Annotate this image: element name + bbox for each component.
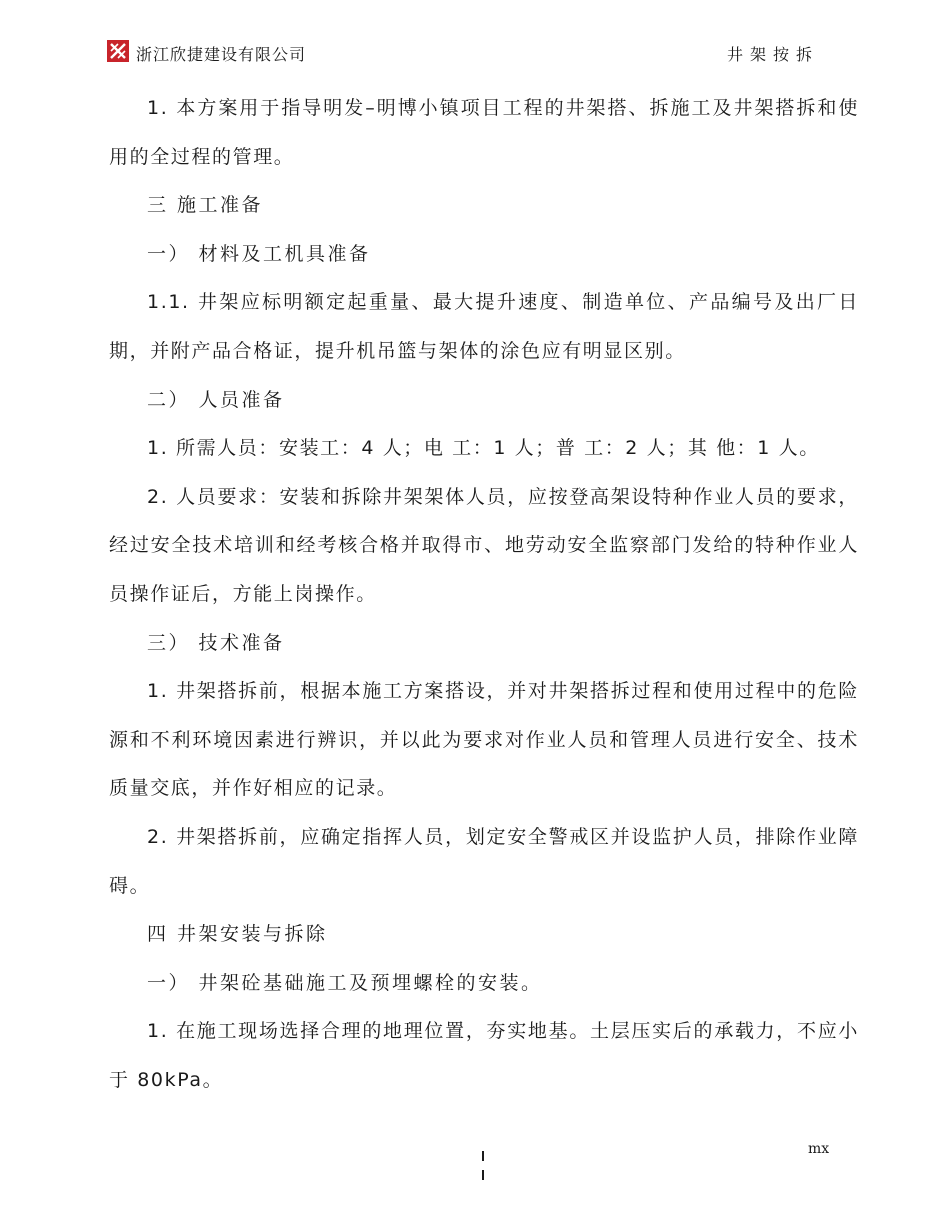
section-heading-construction-prep: 三 施工准备	[147, 194, 264, 217]
page-number-mark	[482, 1146, 487, 1156]
header-divider	[107, 70, 832, 71]
footer-text: mx	[808, 1141, 830, 1157]
page-header	[107, 40, 827, 68]
paragraph-personnel-requirements: 2. 人员要求：安装和拆除井架架体人员，应按登高架设特种作业人员的要求，经过安全技术培训和经考核合格并取得市、地劳动安全监察部门发给的特种作业人员操作证后，方能上岗操作。	[109, 485, 859, 605]
paragraph-scope: 1. 本方案用于指导明发–明博小镇项目工程的井架搭、拆施工及井架搭拆和使用的全过程的管理。	[109, 97, 859, 168]
paragraph-materials: 1.1. 井架应标明额定起重量、最大提升速度、制造单位、产品编号及出厂日期，并附产品合格证，提升机吊篮与架体的涂色应有明显区别。	[109, 291, 859, 362]
subsection-heading-foundation: 一） 井架砼基础施工及预埋螺栓的安装。	[147, 971, 543, 994]
document-body	[109, 84, 859, 1104]
company-logo-icon	[107, 40, 129, 62]
section-heading-install-remove: 四 井架安装与拆除	[147, 923, 328, 946]
paragraph-technical-2: 2. 井架搭拆前，应确定指挥人员，划定安全警戒区并设监护人员，排除作业障碍。	[109, 825, 859, 897]
paragraph-foundation: 1. 在施工现场选择合理的地理位置，夯实地基。土层压实后的承载力，不应小于 80kPa。	[109, 1020, 859, 1091]
paragraph-technical-1: 1. 井架搭拆前，根据本施工方案搭设，并对井架搭拆过程和使用过程中的危险源和不利环境因素进行辨识，并以此为要求对作业人员和管理人员进行安全、技术质量交底，并作好相应的记录。	[109, 680, 859, 800]
document-title: 井架按拆	[726, 45, 819, 64]
paragraph-personnel-count: 1. 所需人员：安装工：4 人；电 工：1 人；普 工：2 人；其 他：1 人。	[147, 437, 820, 460]
subsection-heading-materials: 一） 材料及工机具准备	[147, 242, 371, 265]
subsection-heading-personnel: 二） 人员准备	[147, 388, 285, 411]
company-name: 浙江欣捷建设有限公司	[136, 45, 307, 64]
subsection-heading-technical: 三） 技术准备	[147, 631, 285, 654]
